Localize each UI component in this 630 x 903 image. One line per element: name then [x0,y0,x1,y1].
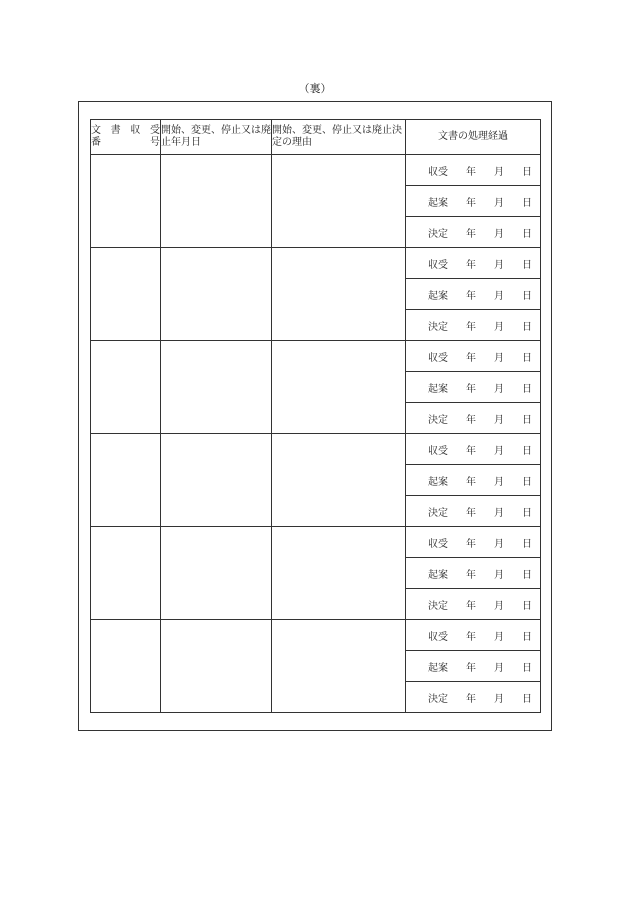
table-row [91,155,541,186]
processing-step-cell[interactable] [406,496,541,527]
processing-step-cell[interactable] [406,465,541,496]
processing-step-cell[interactable] [406,527,541,558]
step-date [466,225,532,240]
date-cell[interactable] [161,620,272,713]
processing-step-cell[interactable] [406,155,541,186]
processing-step-cell[interactable] [406,217,541,248]
receipt-number-cell[interactable] [91,248,161,341]
date-unit-label: 月 [494,383,504,395]
header-start-change-reason: 開始、変更、停止又は廃止決定の理由 [272,120,406,155]
date-unit-label: 年 [466,600,476,612]
processing-step-cell[interactable] [406,186,541,217]
date-unit-label: 日 [522,569,532,581]
step-date [466,659,532,674]
date-unit-label: 日 [522,662,532,674]
date-unit-label: 月 [494,197,504,209]
table-row [91,248,541,279]
step-date [466,287,532,302]
date-unit-label: 年 [466,197,476,209]
date-unit-label: 年 [466,476,476,488]
processing-step-cell[interactable] [406,651,541,682]
date-unit-label: 日 [522,693,532,705]
step-date [466,349,532,364]
date-unit-label: 月 [494,631,504,643]
receipt-number-cell[interactable] [91,155,161,248]
reason-cell[interactable] [272,155,406,248]
processing-step-cell[interactable] [406,434,541,465]
date-unit-label: 月 [494,259,504,271]
step-date [466,535,532,550]
header-receipt-char: 文 [91,125,101,136]
date-unit-label: 年 [466,352,476,364]
step-date [466,194,532,209]
step-label: 起案 [428,569,448,581]
receipt-number-cell[interactable] [91,620,161,713]
processing-step-cell[interactable] [406,682,541,713]
date-cell[interactable] [161,527,272,620]
header-processing-history: 文書の処理経過 [406,120,541,155]
step-label: 起案 [428,197,448,209]
date-unit-label: 月 [494,600,504,612]
step-date [466,318,532,333]
page-heading: （裏） [298,82,332,95]
date-unit-label: 年 [466,631,476,643]
step-date [466,411,532,426]
date-unit-label: 年 [466,166,476,178]
date-unit-label: 年 [466,383,476,395]
receipt-number-cell[interactable] [91,341,161,434]
date-unit-label: 年 [466,507,476,519]
date-unit-label: 月 [494,507,504,519]
date-unit-label: 日 [522,259,532,271]
header-start-change-date: 開始、変更、停止又は廃止年月日 [161,120,272,155]
reason-cell[interactable] [272,434,406,527]
step-date [466,256,532,271]
receipt-number-cell[interactable] [91,527,161,620]
step-date [466,690,532,705]
date-cell[interactable] [161,341,272,434]
step-label: 起案 [428,383,448,395]
processing-step-cell[interactable] [406,403,541,434]
date-unit-label: 月 [494,693,504,705]
receipt-number-cell[interactable] [91,434,161,527]
date-unit-label: 年 [466,414,476,426]
date-unit-label: 年 [466,538,476,550]
date-cell[interactable] [161,434,272,527]
processing-step-cell[interactable] [406,248,541,279]
date-unit-label: 日 [522,383,532,395]
date-unit-label: 日 [522,600,532,612]
processing-step-cell[interactable] [406,341,541,372]
step-date [466,380,532,395]
reason-cell[interactable] [272,620,406,713]
table-row [91,434,541,465]
step-label: 決定 [428,507,448,519]
date-unit-label: 年 [466,569,476,581]
date-unit-label: 月 [494,662,504,674]
processing-step-cell[interactable] [406,589,541,620]
date-unit-label: 年 [466,662,476,674]
date-unit-label: 月 [494,321,504,333]
date-unit-label: 年 [466,445,476,457]
step-label: 決定 [428,414,448,426]
processing-record-table [90,119,541,713]
table-row [91,620,541,651]
date-unit-label: 年 [466,228,476,240]
date-cell[interactable] [161,248,272,341]
date-unit-label: 月 [494,228,504,240]
date-unit-label: 日 [522,197,532,209]
step-label: 収受 [428,352,448,364]
date-unit-label: 日 [522,228,532,240]
processing-step-cell[interactable] [406,279,541,310]
date-unit-label: 年 [466,259,476,271]
date-unit-label: 日 [522,538,532,550]
step-label: 起案 [428,290,448,302]
processing-step-cell[interactable] [406,372,541,403]
step-label: 収受 [428,166,448,178]
date-unit-label: 日 [522,476,532,488]
date-unit-label: 日 [522,631,532,643]
date-unit-label: 日 [522,414,532,426]
date-unit-label: 月 [494,414,504,426]
step-label: 決定 [428,693,448,705]
step-date [466,628,532,643]
step-label: 決定 [428,600,448,612]
date-unit-label: 年 [466,290,476,302]
reason-cell[interactable] [272,527,406,620]
processing-step-cell[interactable] [406,558,541,589]
step-date [466,504,532,519]
header-receipt-char: 書 [110,125,121,136]
date-unit-label: 日 [522,290,532,302]
date-unit-label: 日 [522,166,532,178]
date-unit-label: 月 [494,476,504,488]
step-label: 収受 [428,631,448,643]
date-unit-label: 月 [494,569,504,581]
date-unit-label: 日 [522,321,532,333]
step-label: 決定 [428,228,448,240]
step-label: 収受 [428,445,448,457]
reason-cell[interactable] [272,248,406,341]
step-label: 決定 [428,321,448,333]
processing-step-cell[interactable] [406,620,541,651]
header-receipt-char: 号 [150,137,160,148]
header-receipt-char: 受 [149,125,160,136]
date-cell[interactable] [161,155,272,248]
date-unit-label: 月 [494,445,504,457]
step-date [466,163,532,178]
step-date [466,473,532,488]
date-unit-label: 年 [466,693,476,705]
step-label: 収受 [428,538,448,550]
step-date [466,566,532,581]
processing-step-cell[interactable] [406,310,541,341]
date-unit-label: 日 [522,507,532,519]
table-row [91,341,541,372]
date-unit-label: 日 [522,352,532,364]
header-receipt-char: 収 [130,125,141,136]
step-label: 起案 [428,476,448,488]
header-receipt-number [91,120,161,155]
date-unit-label: 月 [494,290,504,302]
step-date [466,597,532,612]
date-unit-label: 月 [494,538,504,550]
step-label: 起案 [428,662,448,674]
date-unit-label: 月 [494,166,504,178]
step-date [466,442,532,457]
table-row [91,527,541,558]
date-unit-label: 年 [466,321,476,333]
header-receipt-char: 番 [91,137,101,148]
date-unit-label: 日 [522,445,532,457]
step-label: 収受 [428,259,448,271]
date-unit-label: 月 [494,352,504,364]
reason-cell[interactable] [272,341,406,434]
